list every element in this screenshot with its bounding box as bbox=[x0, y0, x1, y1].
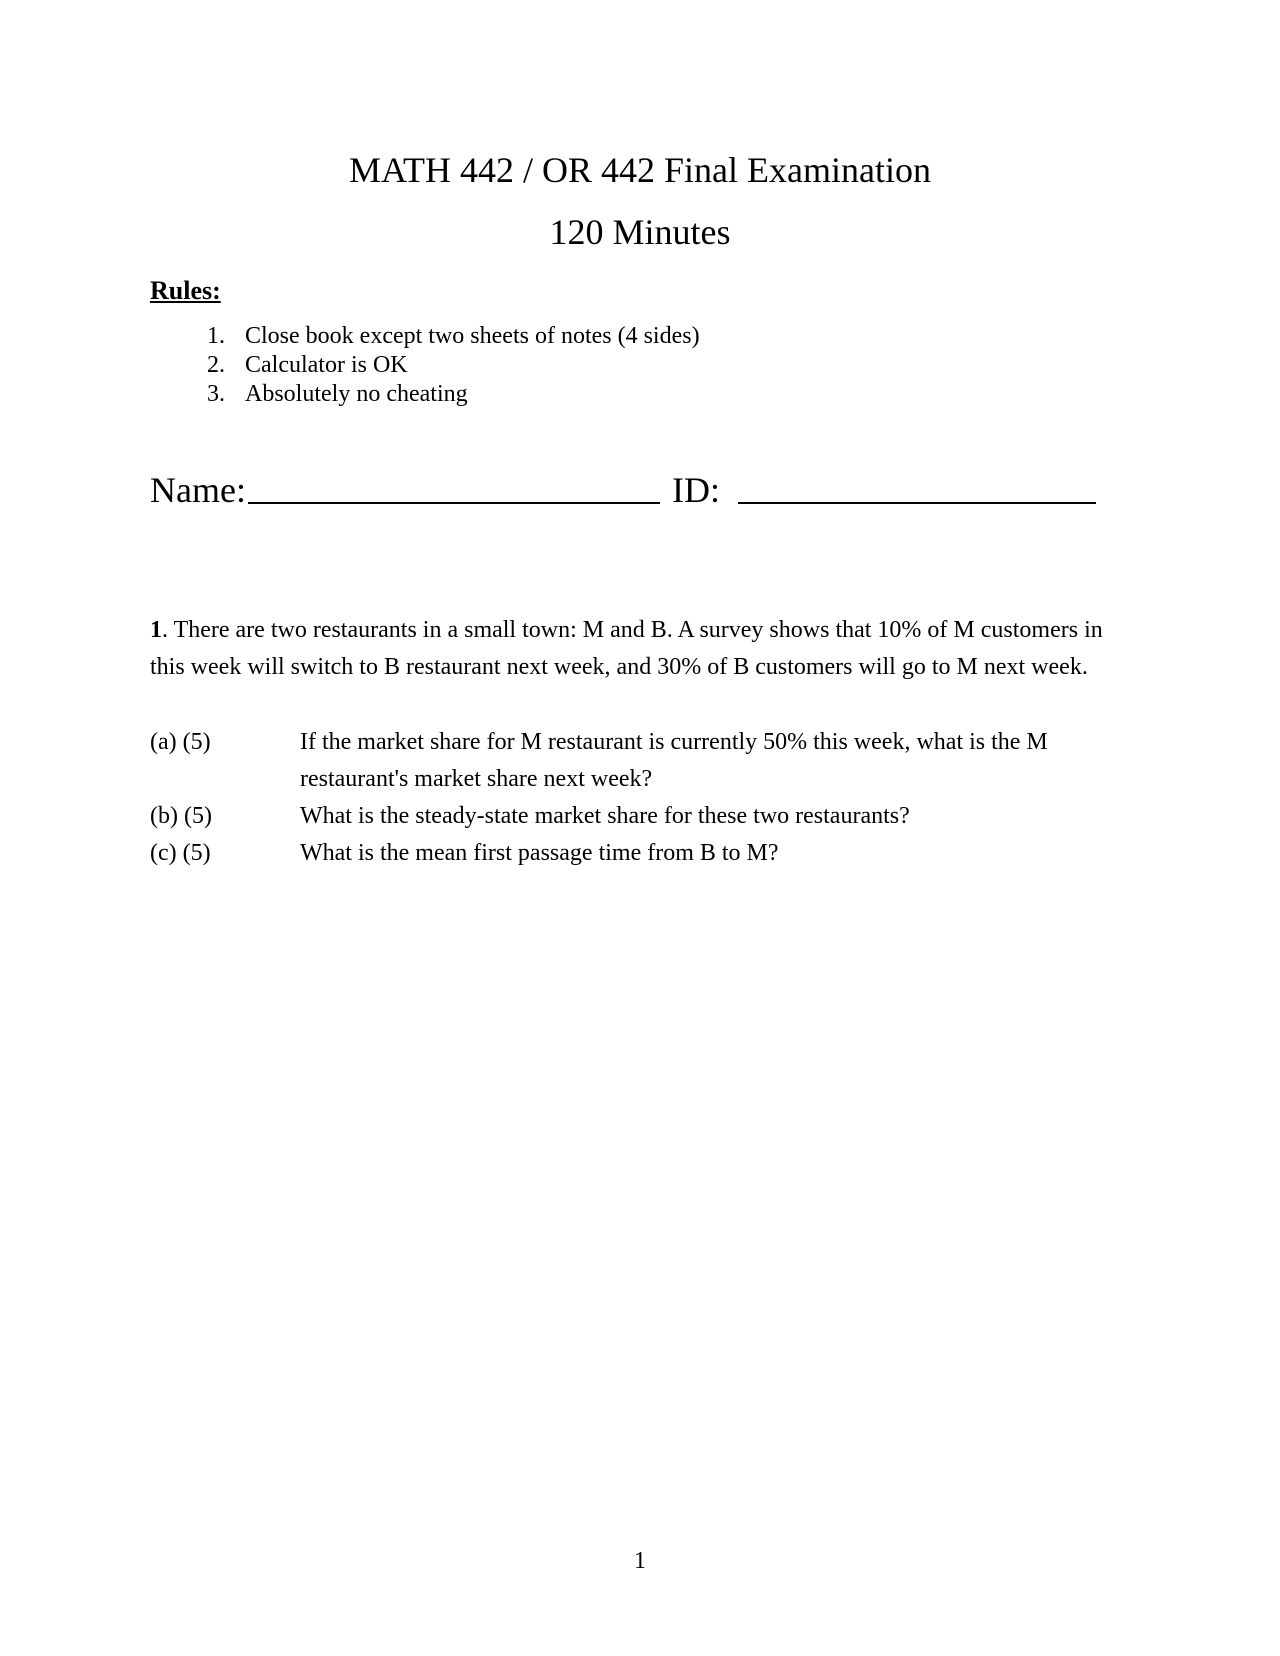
question-number: 1 bbox=[150, 617, 162, 643]
rule-number: 1. bbox=[207, 323, 225, 349]
rule-text: Absolutely no cheating bbox=[245, 381, 468, 407]
rule-item bbox=[150, 351, 1050, 380]
question-1 bbox=[150, 612, 1130, 686]
page-number: 1 bbox=[634, 1548, 646, 1574]
rule-item bbox=[150, 322, 1050, 351]
rules-heading: Rules: bbox=[150, 276, 221, 305]
part-text: What is the steady-state market share for these two restaurants? bbox=[300, 803, 910, 829]
name-field[interactable] bbox=[248, 501, 660, 504]
question-1-parts bbox=[150, 724, 1130, 872]
name-label: Name: bbox=[150, 470, 246, 510]
rules-list bbox=[150, 322, 1050, 409]
rule-item bbox=[150, 380, 1050, 409]
id-field[interactable] bbox=[738, 501, 1096, 504]
exam-title: MATH 442 / OR 442 Final Examination bbox=[349, 150, 931, 190]
question-text: . There are two restaurants in a small town: M and B. A survey shows that 10% of M customers in this week will switch to B restaurant next week, and 30% of B customers will go to M next week. bbox=[150, 617, 1103, 680]
exam-duration: 120 Minutes bbox=[549, 212, 731, 252]
rule-number: 2. bbox=[207, 352, 225, 378]
rule-number: 3. bbox=[207, 381, 225, 407]
question-part-a bbox=[150, 724, 1130, 798]
question-part-b bbox=[150, 798, 1130, 835]
part-text: If the market share for M restaurant is currently 50% this week, what is the M restaurant's market share next week? bbox=[300, 729, 1048, 792]
question-part-c bbox=[150, 835, 1130, 872]
part-label: (c) (5) bbox=[150, 840, 211, 866]
id-label: ID: bbox=[671, 470, 720, 510]
rule-text: Close book except two sheets of notes (4 sides) bbox=[245, 323, 700, 349]
name-id-row bbox=[150, 468, 1096, 512]
part-label: (b) (5) bbox=[150, 803, 212, 829]
rule-text: Calculator is OK bbox=[245, 352, 408, 378]
part-label: (a) (5) bbox=[150, 729, 211, 755]
part-text: What is the mean first passage time from B to M? bbox=[300, 840, 779, 866]
